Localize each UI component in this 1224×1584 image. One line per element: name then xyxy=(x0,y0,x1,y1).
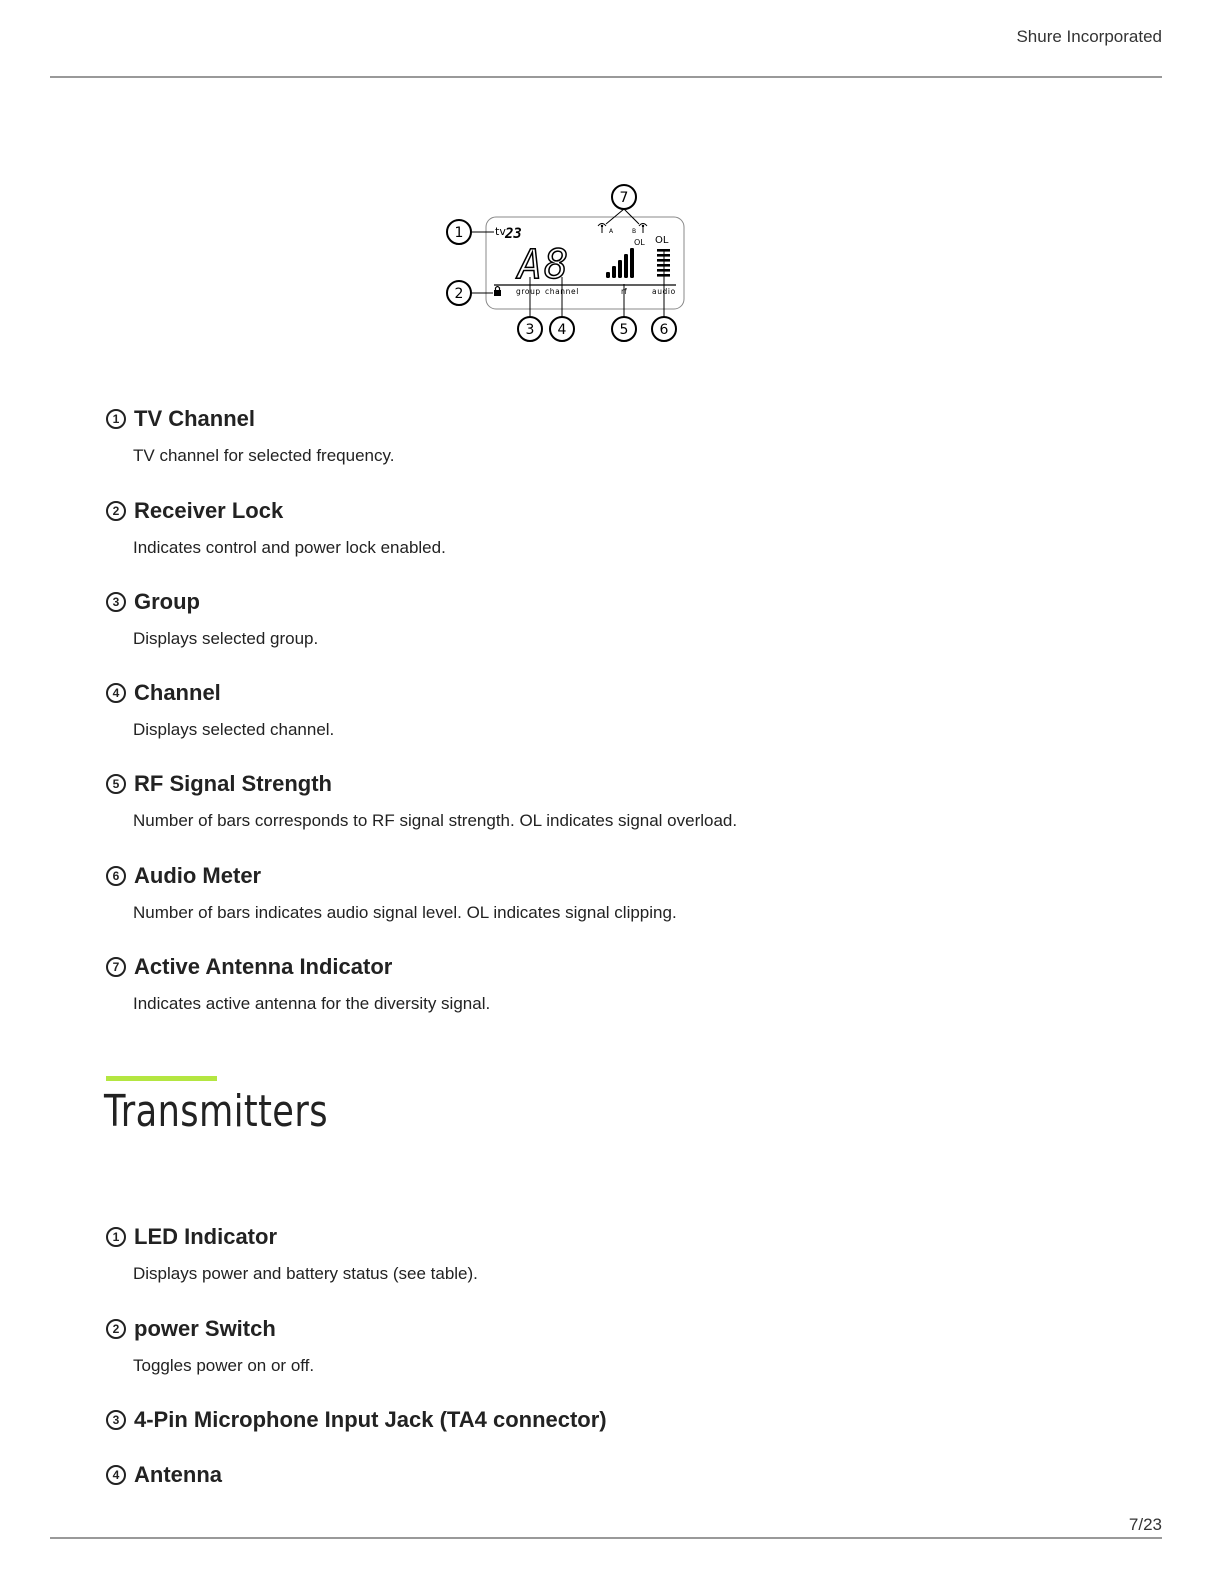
number-badge: 3 xyxy=(106,1410,126,1430)
number-badge: 1 xyxy=(106,409,126,429)
antenna-b-label: B xyxy=(632,228,637,235)
footer-rule xyxy=(50,1537,1162,1539)
number-badge: 7 xyxy=(106,957,126,977)
number-badge: 6 xyxy=(106,866,126,886)
rf-bar xyxy=(606,272,610,278)
audio-ol-label: OL xyxy=(655,235,669,246)
rf-signal-bars xyxy=(606,248,634,278)
callout-3 xyxy=(518,317,542,341)
transmitter-item-led-indicator xyxy=(106,1224,1106,1285)
number-badge: 5 xyxy=(106,774,126,794)
callout-4 xyxy=(550,317,574,341)
receiver-item-group xyxy=(106,589,1106,650)
svg-text:7: 7 xyxy=(619,190,629,206)
item-title: Audio Meter xyxy=(134,863,262,888)
svg-text:6: 6 xyxy=(659,322,669,338)
svg-text:5: 5 xyxy=(619,322,629,338)
company-name: Shure Incorporated xyxy=(1016,27,1162,46)
callout-2 xyxy=(447,281,471,305)
number-badge: 3 xyxy=(106,592,126,612)
item-title: LED Indicator xyxy=(134,1224,278,1249)
callout-7 xyxy=(612,185,636,209)
group-channel-digits: A8 xyxy=(518,242,571,288)
item-title: Channel xyxy=(134,680,221,705)
item-title: Group xyxy=(134,589,200,614)
rf-bar xyxy=(612,266,616,278)
page-number: 7/23 xyxy=(1128,1515,1162,1534)
item-title: RF Signal Strength xyxy=(134,771,332,796)
item-title: 4-Pin Microphone Input Jack (TA4 connector) xyxy=(134,1407,607,1432)
rf-bar xyxy=(630,248,634,278)
transmitter-item-power-switch xyxy=(106,1316,1106,1377)
header-rule xyxy=(50,76,1162,78)
antenna-a-icon xyxy=(598,224,606,234)
item-description: Displays selected group. xyxy=(133,629,319,648)
section-accent-bar xyxy=(106,1076,217,1081)
item-description: TV channel for selected frequency. xyxy=(133,446,395,465)
antenna-b-icon xyxy=(639,224,647,234)
item-title: TV Channel xyxy=(134,406,256,431)
number-badge: 2 xyxy=(106,501,126,521)
antenna-a-label: A xyxy=(609,228,614,235)
number-badge: 4 xyxy=(106,683,126,703)
receiver-item-tv-channel xyxy=(106,406,1106,467)
callout-6 xyxy=(652,317,676,341)
item-title: Antenna xyxy=(134,1462,222,1487)
rf-bar xyxy=(624,254,628,278)
receiver-display-diagram xyxy=(430,178,710,348)
section-title: Transmitters xyxy=(104,1086,328,1137)
number-badge: 2 xyxy=(106,1319,126,1339)
item-description: Indicates active antenna for the diversity signal. xyxy=(133,994,491,1013)
item-title: power Switch xyxy=(134,1316,276,1341)
item-description: Indicates control and power lock enabled. xyxy=(133,538,446,557)
receiver-item-receiver-lock xyxy=(106,498,1106,559)
svg-text:1: 1 xyxy=(454,225,464,241)
number-badge: 4 xyxy=(106,1465,126,1485)
item-description: Number of bars corresponds to RF signal strength. OL indicates signal overload. xyxy=(133,811,738,830)
receiver-item-active-antenna-indicator xyxy=(106,954,1106,1015)
item-title: Receiver Lock xyxy=(134,498,284,523)
item-description: Number of bars indicates audio signal level. OL indicates signal clipping. xyxy=(133,903,677,922)
item-description: Toggles power on or off. xyxy=(133,1356,315,1375)
transmitter-item-antenna xyxy=(106,1462,1106,1488)
number-badge: 1 xyxy=(106,1227,126,1247)
rf-ol-label: OL xyxy=(634,238,645,247)
tv-prefix: tv xyxy=(495,225,506,238)
svg-text:4: 4 xyxy=(557,322,567,338)
item-description: Displays power and battery status (see table). xyxy=(133,1264,478,1283)
channel-label: channel xyxy=(545,287,579,296)
lock-icon xyxy=(494,287,501,297)
receiver-item-rf-signal-strength xyxy=(106,771,1106,832)
callout-1 xyxy=(447,220,471,244)
transmitter-item-input-jack xyxy=(106,1407,1106,1433)
audio-label: audio xyxy=(652,287,676,296)
callout-5 xyxy=(612,317,636,341)
group-label: group xyxy=(516,287,541,296)
rf-label: rf xyxy=(621,287,627,296)
item-description: Displays selected channel. xyxy=(133,720,335,739)
svg-text:2: 2 xyxy=(454,286,464,302)
rf-bar xyxy=(618,260,622,278)
svg-text:3: 3 xyxy=(525,322,535,338)
tv-number: 23 xyxy=(505,226,522,242)
receiver-item-audio-meter xyxy=(106,863,1106,924)
receiver-item-channel xyxy=(106,680,1106,741)
item-title: Active Antenna Indicator xyxy=(134,954,393,979)
